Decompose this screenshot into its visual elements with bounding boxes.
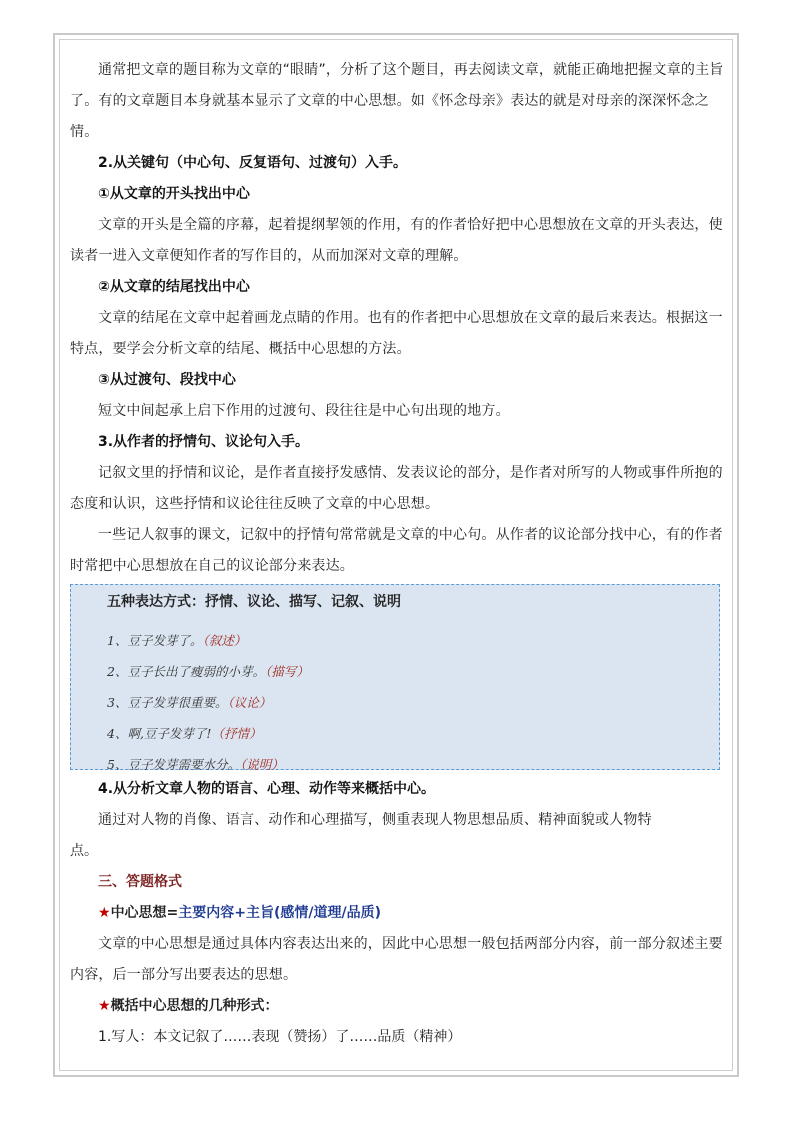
callout-item-tag: （描写） bbox=[264, 664, 309, 679]
formula-value: 主要内容+主旨(感情/道理/品质) bbox=[178, 905, 382, 921]
callout-item-text: 5、豆子发芽需要水分。 bbox=[107, 757, 240, 772]
summary-forms-label: 概括中心思想的几种形式： bbox=[110, 998, 279, 1014]
heading-lyric-argument: 3.从作者的抒情句、议论句入手。 bbox=[98, 434, 310, 450]
document-body bbox=[70, 55, 732, 1053]
paragraph-lyric-1: 记叙文里的抒情和议论，是作者直接抒发感情、发表议论的部分，是作者对所写的人物或事件所抱的态度和认识，这些抒情和议论往往反映了文章的中心思想。 bbox=[70, 465, 723, 512]
summary-form-1: 1.写人：本文记叙了……表现（赞扬）了……品质（精神） bbox=[98, 1029, 462, 1045]
callout-item-tag: （抒情） bbox=[211, 726, 262, 741]
intro-paragraph: 通常把文章的题目称为文章的“眼睛”，分析了这个题目，再去阅读文章，就能正确地把握文章的主旨了。有的文章题目本身就基本显示了文章的中心思想。如《怀念母亲》表达的就是对母亲的深深怀念之情。 bbox=[70, 62, 724, 140]
summary-forms-heading bbox=[70, 991, 732, 1022]
callout-item bbox=[107, 749, 309, 780]
heading-character-analysis: 4.从分析文章人物的语言、心理、动作等来概括中心。 bbox=[98, 781, 436, 797]
paragraph-opening: 文章的开头是全篇的序幕，起着提纲挈领的作用，有的作者恰好把中心思想放在文章的开头表达，使读者一进入文章便知作者的写作目的，从而加深对文章的理解。 bbox=[70, 217, 723, 264]
paragraph-character: 通过对人物的肖像、语言、动作和心理描写，侧重表现人物思想品质、精神面貌或人物特 bbox=[98, 812, 652, 828]
subheading-transition: ③从过渡句、段找中心 bbox=[98, 372, 236, 388]
callout-title: 五种表达方式：抒情、议论、描写、记叙、说明 bbox=[107, 594, 401, 610]
callout-list bbox=[107, 625, 309, 780]
paragraph-central-idea: 文章的中心思想是通过具体内容表达出来的，因此中心思想一般包括两部分内容，前一部分叙述主要内容，后一部分写出要表达的思想。 bbox=[70, 936, 723, 983]
paragraph-ending: 文章的结尾在文章中起着画龙点睛的作用。也有的作者把中心思想放在文章的最后来表达。根据这一特点，要学会分析文章的结尾、概括中心思想的方法。 bbox=[70, 310, 723, 357]
section-title-answer-format: 三、答题格式 bbox=[98, 874, 182, 890]
paragraph-transition: 短文中间起承上启下作用的过渡句、段往往是中心句出现的地方。 bbox=[98, 403, 510, 419]
formula-label: 中心思想= bbox=[110, 905, 179, 921]
callout-item-tag: （叙述） bbox=[202, 633, 247, 648]
subheading-opening: ①从文章的开头找出中心 bbox=[98, 186, 250, 202]
callout-item bbox=[107, 718, 309, 749]
central-idea-formula bbox=[70, 898, 732, 929]
callout-item-text: 3、豆子发芽很重要。 bbox=[107, 695, 228, 710]
callout-item-text: 4、啊,豆子发芽了! bbox=[107, 726, 212, 741]
star-icon: ★ bbox=[98, 998, 111, 1014]
callout-item-tag: （议论） bbox=[227, 695, 272, 710]
paragraph-character-tail: 点。 bbox=[70, 843, 98, 859]
heading-key-sentences: 2.从关键句（中心句、反复语句、过渡句）入手。 bbox=[98, 155, 408, 171]
callout-item-text: 2、豆子长出了瘦弱的小芽。 bbox=[107, 664, 265, 679]
star-icon: ★ bbox=[98, 905, 111, 921]
callout-item bbox=[107, 656, 309, 687]
callout-item-text: 1、豆子发芽了。 bbox=[107, 633, 203, 648]
callout-item-tag: （说明） bbox=[239, 757, 284, 772]
subheading-ending: ②从文章的结尾找出中心 bbox=[98, 279, 250, 295]
paragraph-lyric-2: 一些记人叙事的课文，记叙中的抒情句常常就是文章的中心句。从作者的议论部分找中心，有的作者时常把中心思想放在自己的议论部分来表达。 bbox=[70, 527, 723, 574]
expression-methods-callout bbox=[70, 584, 720, 770]
callout-item bbox=[107, 687, 309, 718]
callout-item bbox=[107, 625, 309, 656]
